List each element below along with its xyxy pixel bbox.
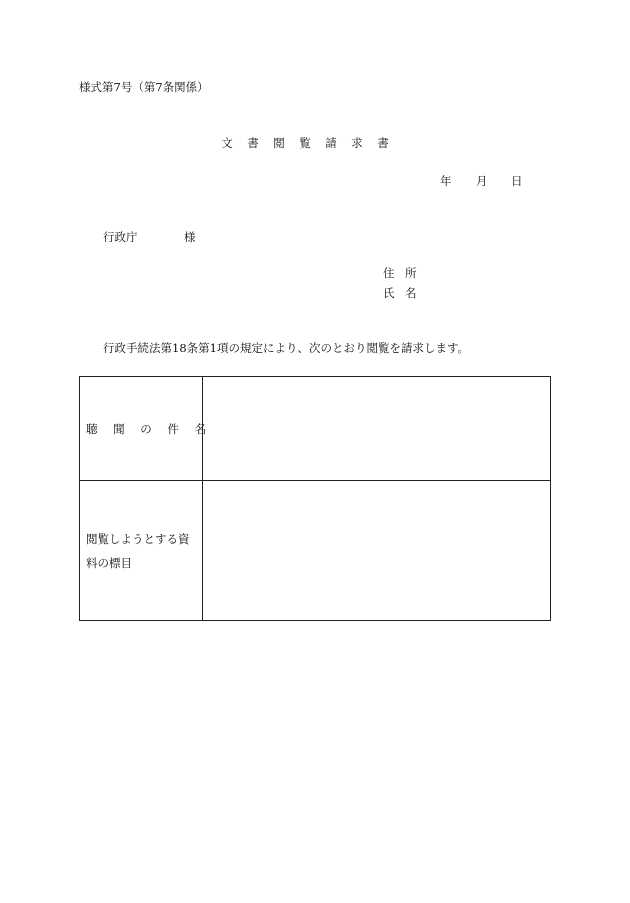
table-row [80, 481, 551, 621]
address-label [383, 268, 427, 280]
title-char: 覧 [299, 136, 311, 150]
request-statement: 行政手続法第18条第1項の規定により、次のとおり閲覧を請求します。 [103, 341, 470, 355]
name-label-char: 氏 [383, 286, 395, 300]
subject-field[interactable] [203, 377, 551, 481]
address-label-char: 住 [383, 266, 395, 280]
document-title [214, 138, 396, 150]
subject-label: 聴 聞 の 件 名 [80, 377, 203, 481]
addressee-name: 行政庁 [103, 230, 138, 244]
date-year: 年 [440, 174, 452, 188]
materials-field[interactable] [203, 481, 551, 621]
title-char: 求 [351, 136, 363, 150]
materials-label-line: 料の標目 [86, 555, 132, 570]
materials-label [80, 481, 203, 621]
form-number: 様式第7号（第7条関係） [79, 80, 209, 94]
name-label [383, 288, 427, 300]
addressee-honorific: 様 [184, 230, 196, 244]
materials-label-line: 閲覧しようとする資 [86, 531, 190, 546]
title-char: 閲 [273, 136, 285, 150]
table-row [80, 377, 551, 481]
address-label-char: 所 [405, 266, 417, 280]
title-char: 書 [247, 136, 259, 150]
title-char: 文 [221, 136, 233, 150]
request-table [79, 376, 551, 621]
name-label-char: 名 [405, 286, 417, 300]
title-char: 請 [325, 136, 337, 150]
title-char: 書 [377, 136, 389, 150]
date-month: 月 [476, 174, 488, 188]
date-day: 日 [511, 174, 523, 188]
